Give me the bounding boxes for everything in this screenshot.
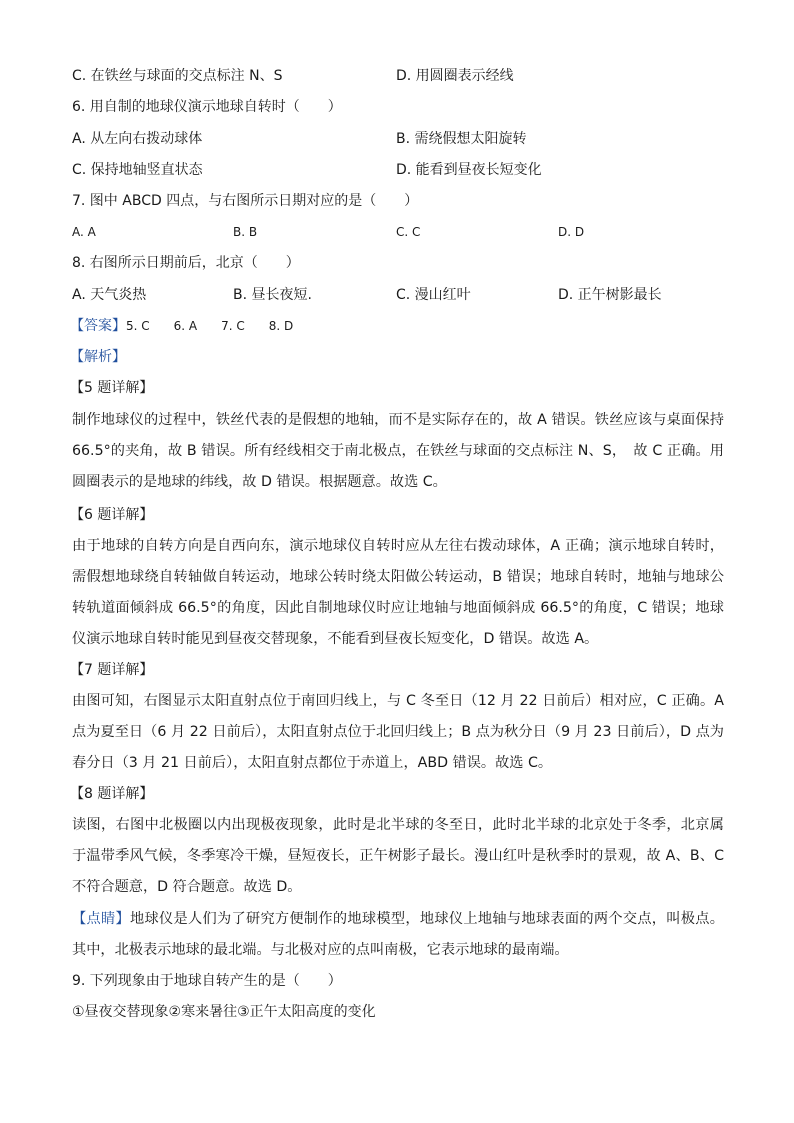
- q7-options-row: [0, 222, 794, 242]
- detail7-heading: 【7 题详解】: [70, 662, 154, 678]
- q8-option-c: C. 漫山红叶: [396, 287, 471, 303]
- q7-option-a: A. A: [72, 225, 96, 239]
- q7-stem: 7. 图中 ABCD 四点，与右图所示日期对应的是（ ）: [72, 193, 419, 209]
- detail5-heading: 【5 题详解】: [70, 380, 154, 396]
- detail8-heading: 【8 题详解】: [70, 786, 154, 802]
- detail8-text: 读图，右图中北极圈以内出现极夜现象，此时是北半球的冬至日，此时北半球的北京处于冬季，北京属于温带季风气候，冬季寒冷干燥，昼短夜长，正午树影子最长。漫山红叶是秋季时的景观，故 A、B、C 不符合题意，D 符合题意。故选 D。: [72, 817, 724, 895]
- q7-option-b: B. B: [233, 225, 258, 239]
- q8-option-d: D. 正午树影最长: [558, 287, 662, 303]
- q8-option-a: A. 天气炎热: [72, 287, 147, 303]
- detail6-heading: 【6 题详解】: [70, 507, 154, 523]
- q5-option-d: D. 用圆圈表示经线: [396, 68, 514, 84]
- q5-option-c: C. 在铁丝与球面的交点标注 N、S: [72, 68, 283, 84]
- highlight-paragraph: [72, 904, 724, 966]
- highlight-label: 【点睛】: [72, 911, 130, 927]
- q6-option-b: B. 需绕假想太阳旋转: [396, 131, 527, 147]
- answer-label: 【答案】: [70, 318, 126, 334]
- q8-stem: 8. 右图所示日期前后，北京（ ）: [72, 255, 300, 271]
- answer-values: 5. C 6. A 7. C 8. D: [126, 319, 294, 333]
- q7-option-d: D. D: [558, 225, 585, 239]
- q9-items: ①昼夜交替现象②寒来暑往③正午太阳高度的变化: [72, 1004, 376, 1020]
- q6-option-c: C. 保持地轴竖直状态: [72, 162, 203, 178]
- q6-options-row-cd: [0, 160, 794, 180]
- detail6-text: 由于地球的自转方向是自西向东，演示地球仪自转时应从左往右拨动球体，A 正确；演示地球自转时，需假想地球绕自转轴做自转运动，地球公转时绕太阳做公转运动，B 错误；地球自转时，地轴与地球公转轨道面倾斜成 66.5°的角度，因此自制地球仪时应让地轴与地面倾斜成 66.5°的角度，C 错误；地球仪演示地球自转时能见到昼夜交替现象，不能看到昼夜长短变化，D 错误。故选 A。: [72, 538, 724, 647]
- q9-stem: 9. 下列现象由于地球自转产生的是（ ）: [72, 973, 342, 989]
- q6-option-a: A. 从左向右拨动球体: [72, 131, 203, 147]
- q8-option-b: B. 昼长夜短.: [233, 287, 312, 303]
- highlight-text: 地球仪是人们为了研究方便制作的地球模型，地球仪上地轴与地球表面的两个交点，叫极点。其中，北极表示地球的最北端。与北极对应的点叫南极，它表示地球的最南端。: [72, 911, 724, 958]
- q6-option-d: D. 能看到昼夜长短变化: [396, 162, 542, 178]
- q6-stem: 6. 用自制的地球仪演示地球自转时（ ）: [72, 99, 342, 115]
- detail5-text: 制作地球仪的过程中，铁丝代表的是假想的地轴，而不是实际存在的，故 A 错误。铁丝应该与桌面保持 66.5°的夹角，故 B 错误。所有经线相交于南北极点，在铁丝与球面的交点标注 N、S， 故 C 正确。用圆圈表示的是地球的纬线，故 D 错误。根据题意。故选 C。: [72, 412, 724, 490]
- q7-option-c: C. C: [396, 225, 421, 239]
- q5-options-row-cd: [0, 66, 794, 86]
- q8-options-row: [0, 285, 794, 305]
- answer-line: [70, 316, 293, 336]
- analysis-label: 【解析】: [70, 349, 126, 365]
- detail7-text: 由图可知，右图显示太阳直射点位于南回归线上，与 C 冬至日（12 月 22 日前后）相对应，C 正确。A 点为夏至日（6 月 22 日前后），太阳直射点位于北回归线上；B 点为秋分日（9 月 23 日前后），D 点为春分日（3 月 21 日前后），太阳直射点都位于赤道上，ABD 错误。故选 C。: [72, 693, 724, 771]
- q6-options-row-ab: [0, 129, 794, 149]
